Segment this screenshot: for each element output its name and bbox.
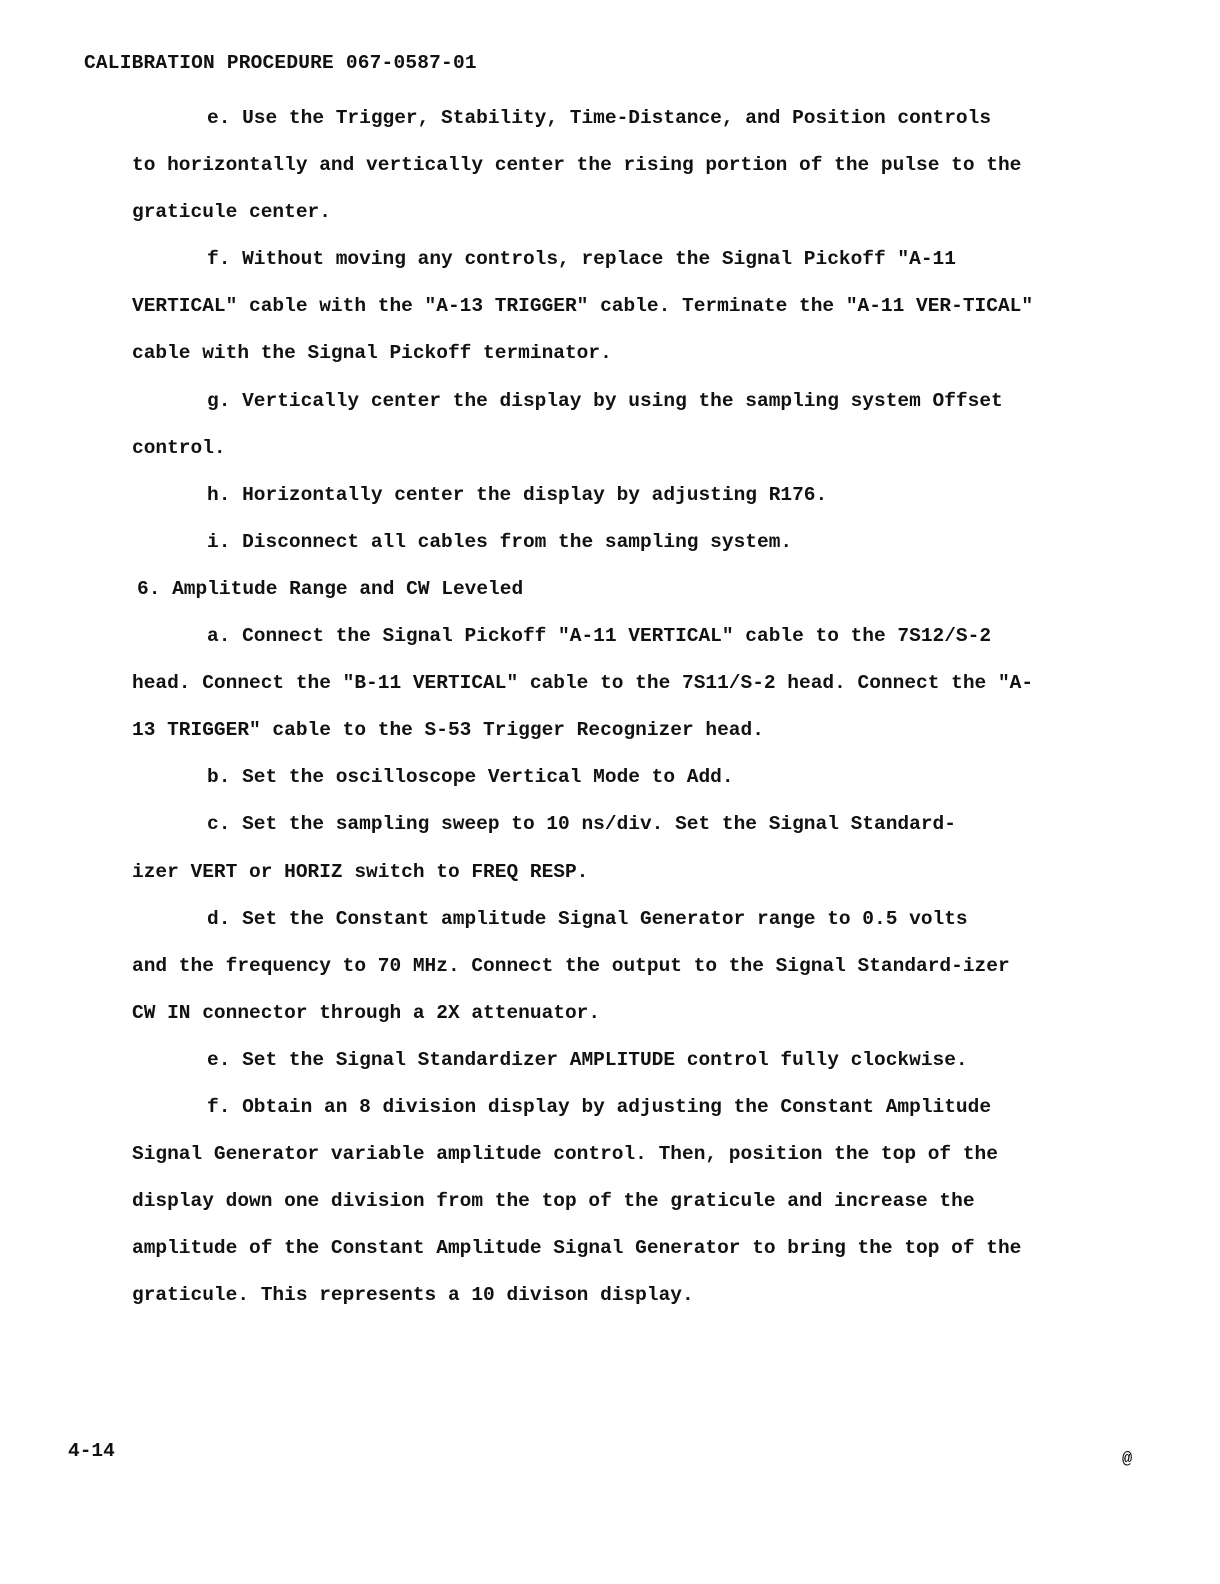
page-header: CALIBRATION PROCEDURE 067-0587-01	[84, 52, 477, 74]
footer-mark: @	[1122, 1450, 1133, 1469]
section-6-step-a-continuation: head. Connect the "B-11 VERTICAL" cable to the 7S11/S-2 head. Connect the "A-13 TRIGGER" cable to the S-53 Trigger Recognizer head.	[132, 672, 1034, 742]
section-6-step-c-continuation: izer VERT or HORIZ switch to FREQ RESP.	[132, 860, 589, 883]
step-f-line: f. Without moving any controls, replace the Signal Pickoff "A-11	[207, 248, 956, 271]
step-e-line: e. Use the Trigger, Stability, Time-Distance, and Position controls	[207, 107, 992, 129]
section-6-step-f-line: f. Obtain an 8 division display by adjusting the Constant Amplitude	[207, 1095, 992, 1118]
step-h: h. Horizontally center the display by adjusting R176.	[207, 483, 828, 506]
section-6-step-d-line: d. Set the Constant amplitude Signal Generator range to 0.5 volts	[207, 907, 968, 930]
step-i: i. Disconnect all cables from the sampling system.	[207, 530, 793, 553]
step-g-line: g. Vertically center the display by using the sampling system Offset	[207, 389, 1003, 412]
section-6-step-f-continuation: Signal Generator variable amplitude control. Then, position the top of the display down one division from the top of the graticule and increase the amplitude of the Constant Amplitude Signal Generator to bring the top of the graticule. This represents a 10 divison display.	[132, 1143, 1022, 1307]
section-6-step-d-continuation: and the frequency to 70 MHz. Connect the output to the Signal Standard-izer CW IN connector through a 2X attenuator.	[132, 954, 1010, 1024]
section-6-step-b: b. Set the oscilloscope Vertical Mode to Add.	[207, 766, 734, 789]
step-g-continuation: control.	[132, 436, 226, 459]
section-6-step-e: e. Set the Signal Standardizer AMPLITUDE control fully clockwise.	[207, 1048, 968, 1071]
step-e-continuation: to horizontally and vertically center the rising portion of the pulse to the graticule center.	[132, 154, 1022, 224]
section-6-heading: 6. Amplitude Range and CW Leveled	[137, 577, 524, 600]
step-f-continuation: VERTICAL" cable with the "A-13 TRIGGER" cable. Terminate the "A-11 VER-TICAL" cable with the Signal Pickoff terminator.	[132, 295, 1034, 365]
section-6-step-c-line: c. Set the sampling sweep to 10 ns/div. Set the Signal Standard-	[207, 813, 956, 836]
procedure-body	[132, 95, 1037, 1319]
section-6-step-a-line: a. Connect the Signal Pickoff "A-11 VERTICAL" cable to the 7S12/S-2	[207, 625, 992, 648]
page-number: 4-14	[68, 1440, 115, 1462]
